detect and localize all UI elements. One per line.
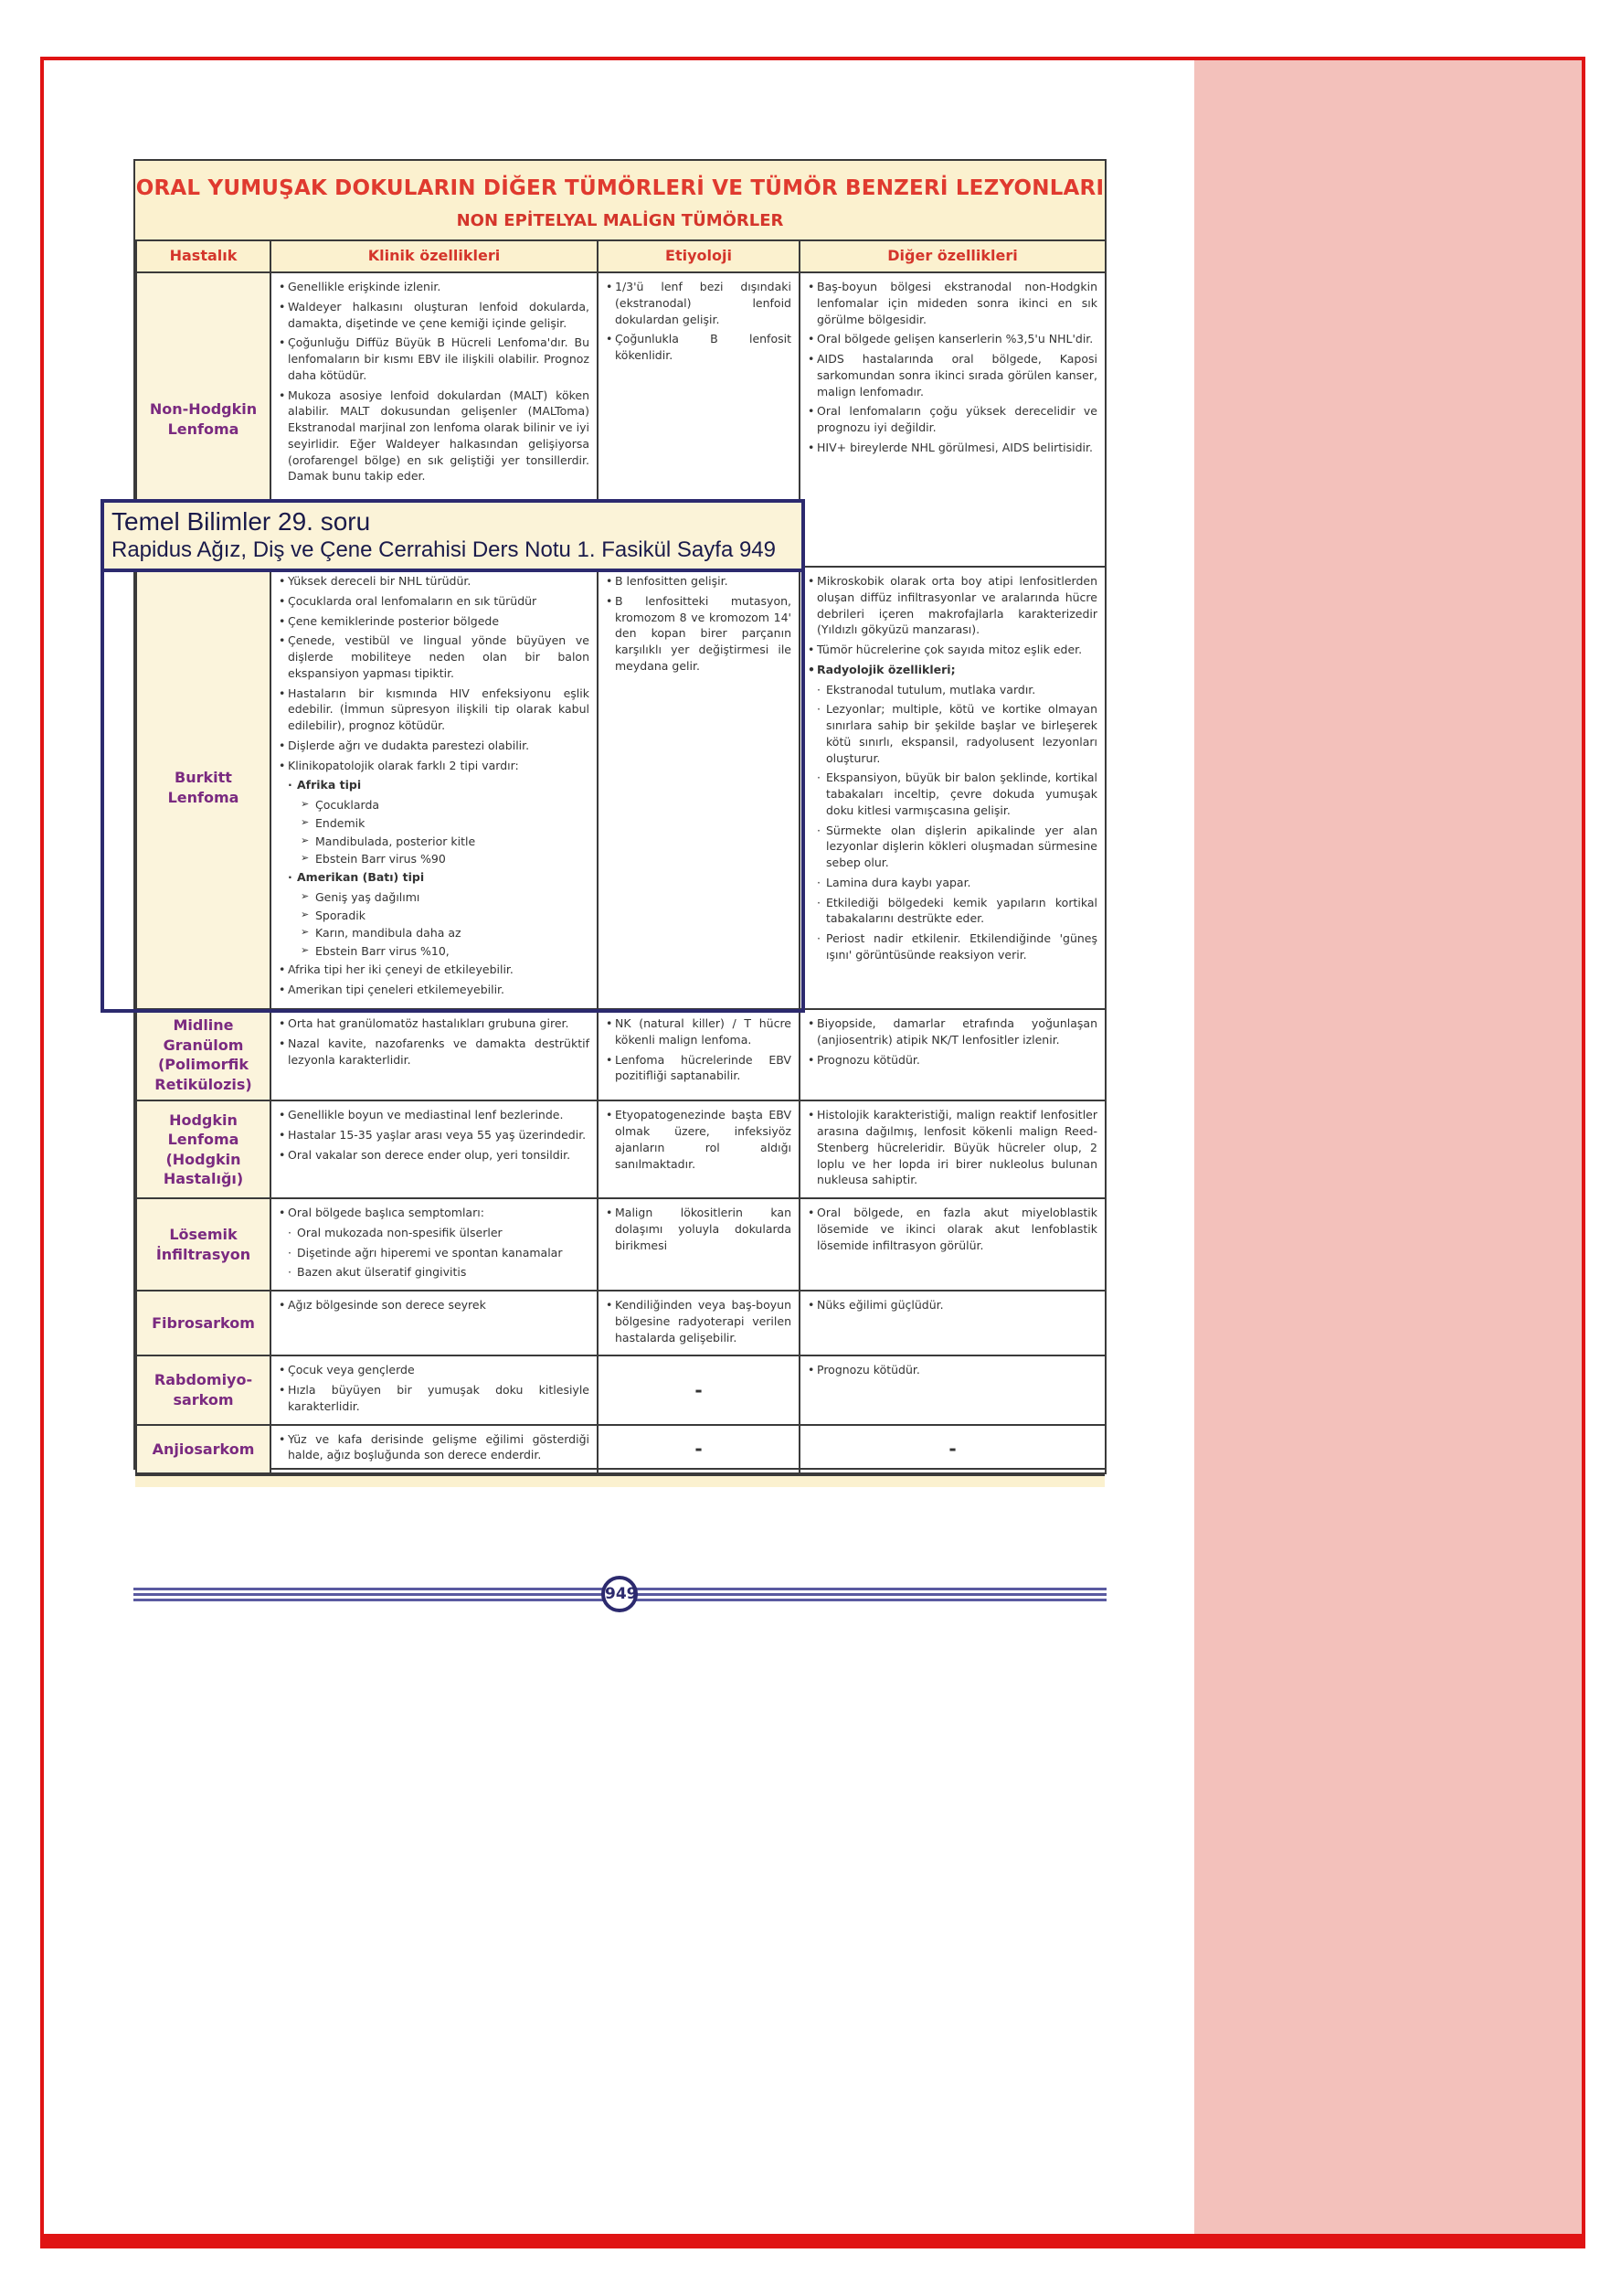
list-item: • Çene kemiklerinde posterior bölgede (279, 613, 589, 630)
list-item: • Yüz ve kafa derisinde gelişme eğilimi gösterdiği halde, ağız boşluğunda son derece enderdir. (279, 1431, 589, 1464)
clinical-cell (270, 1100, 598, 1198)
sub-item: · Ekstranodal tutulum, mutlaka vardır. (817, 682, 1097, 698)
list-item: • Orta hat granülomatöz hastalıkları grubuna girer. (279, 1015, 589, 1032)
empty-dash: - (800, 1425, 1106, 1474)
list-item: • Çoğunlukla B lenfosit kökenlidir. (606, 331, 791, 364)
table-row (136, 1425, 1106, 1474)
sub-item: ➢ Sporadik (301, 908, 589, 924)
other-features-cell (800, 1100, 1106, 1198)
table-subtitle: NON EPİTELYAL MALİGN TÜMÖRLER (456, 210, 784, 230)
other-features-cell (800, 1198, 1106, 1291)
list-item: • Nazal kavite, nazofarenks ve damakta destrüktif lezyonla karakterlidir. (279, 1036, 589, 1068)
sub-item: ➢ Geniş yaş dağılımı (301, 889, 589, 906)
question-label: Temel Bilimler 29. soru (111, 507, 371, 536)
list-item: • Lenfoma hücrelerinde EBV pozitifliği saptanabilir. (606, 1052, 791, 1085)
sub-item: · Lamina dura kaybı yapar. (817, 875, 1097, 891)
list-item: • Çoğunluğu Diffüz Büyük B Hücreli Lenfoma'dır. Bu lenfomaların bir kısmı EBV ile ilişkili olabilir. Prognoz daha kötüdür. (279, 335, 589, 383)
list-item: • Dişlerde ağrı ve dudakta parestezi olabilir. (279, 738, 589, 754)
sub-item: ➢ Ebstein Barr virus %90 (301, 851, 589, 867)
etiology-cell (598, 1100, 800, 1198)
table-header (135, 161, 1105, 241)
table-row (136, 1100, 1106, 1198)
other-features-cell (800, 1009, 1106, 1100)
list-item: • Tümör hücrelerine çok sayıda mitoz eşlik eder. (808, 642, 1097, 658)
list-item: • Prognozu kötüdür. (808, 1362, 1097, 1378)
etiology-cell (598, 1009, 800, 1100)
table-row (136, 1198, 1106, 1291)
list-item: • B lenfositten gelişir. (606, 573, 791, 590)
subtype-label: · Afrika tipi (288, 777, 589, 793)
list-item: • Genellikle erişkinde izlenir. (279, 279, 589, 295)
column-header: Klinik özellikleri (270, 241, 598, 272)
source-reference: Rapidus Ağız, Diş ve Çene Cerrahisi Ders Notu 1. Fasikül Sayfa 949 (111, 537, 776, 562)
sub-item: ➢ Mandibulada, posterior kitle (301, 834, 589, 850)
clinical-cell (270, 1198, 598, 1291)
sub-item: · Ekspansiyon, büyük bir balon şeklinde, kortikal tabakaları inceltip, çevre dokuda yumuşak doku kitlesi varmışcasına gelişir. (817, 770, 1097, 818)
sub-item: · Etkilediği bölgedeki kemik yapıların kortikal tabakalarını destrükte eder. (817, 895, 1097, 928)
sub-item: · Bazen akut ülseratif gingivitis (288, 1264, 589, 1281)
sub-item: · Periost nadir etkilenir. Etkilendiğinde 'güneş ışını' görüntüsünde reaksiyon verir. (817, 930, 1097, 963)
disease-name: Burkitt Lenfoma (136, 567, 270, 1009)
list-item: • Oral bölgede başlıca semptomları: (279, 1205, 589, 1221)
list-item: • Biyopside, damarlar etrafında yoğunlaşan (anjiosentrik) atipik NK/T lenfositler izlenir. (808, 1015, 1097, 1048)
empty-dash: - (598, 1425, 800, 1474)
other-features-cell (800, 1291, 1106, 1355)
table-row (136, 567, 1106, 1009)
disease-name: Rabdomiyo-sarkom (136, 1355, 270, 1424)
list-item: • Malign lökositlerin kan dolaşımı yoluyla dokularda birikmesi (606, 1205, 791, 1253)
clinical-cell (270, 1009, 598, 1100)
list-item: • Çenede, vestibül ve lingual yönde büyüyen ve dişlerde mobiliteye neden olan bir balon ekspansiyon yapması tipiktir. (279, 632, 589, 681)
clinical-cell (270, 1425, 598, 1474)
clinical-cell (270, 567, 598, 1009)
list-item: • Mikroskobik olarak orta boy atipi lenfositlerden oluşan diffüz infiltrasyonlar ve aralarında hücre debrileri içeren makrofajlarla karakterizedir (Yıldızlı gökyüzü manzarası). (808, 573, 1097, 638)
sub-item: · Sürmekte olan dişlerin apikalinde yer alan lezyonlar dişlerin kökleri oluşmadan sürmesine sebep olur. (817, 823, 1097, 871)
clinical-cell (270, 1355, 598, 1424)
list-item: • 1/3'ü lenf bezi dışındaki (ekstranodal) lenfoid dokulardan gelişir. (606, 279, 791, 327)
sub-item: · Dişetinde ağrı hiperemi ve spontan kanamalar (288, 1245, 589, 1261)
tumor-table (135, 241, 1107, 1474)
list-item: • Radyolojik özellikleri; (808, 662, 1097, 678)
table-footer-bar (135, 1474, 1105, 1487)
source-annotation (101, 499, 805, 572)
table-row (136, 1009, 1106, 1100)
list-item: • Amerikan tipi çeneleri etkilemeyebilir. (279, 982, 589, 998)
list-item: • Afrika tipi her iki çeneyi de etkileyebilir. (279, 962, 589, 978)
disease-name: Lösemik İnfiltrasyon (136, 1198, 270, 1291)
list-item: • Kendiliğinden veya baş-boyun bölgesine radyoterapi verilen hastalarda gelişebilir. (606, 1297, 791, 1345)
sub-item: · Oral mukozada non-spesifik ülserler (288, 1225, 589, 1241)
list-item: • Hastaların bir kısmında HIV enfeksiyonu eşlik edebilir. (İmmun süpresyon ilişkili tip olarak kabul edilebilir), prognoz kötüdür. (279, 686, 589, 734)
list-item: • Baş-boyun bölgesi ekstranodal non-Hodgkin lenfomalar için mideden sonra ikinci en sık görülme bölgesidir. (808, 279, 1097, 327)
list-item: • Nüks eğilimi güçlüdür. (808, 1297, 1097, 1313)
sub-item: ➢ Endemik (301, 815, 589, 832)
list-item: • Hastalar 15-35 yaşlar arası veya 55 yaş üzerindedir. (279, 1127, 589, 1143)
tumor-table-document (133, 159, 1107, 1470)
column-header: Diğer özellikleri (800, 241, 1106, 272)
list-item: • AIDS hastalarında oral bölgede, Kaposi sarkomundan sonra ikinci sırada görülen kanser, malign lenfomadır. (808, 351, 1097, 399)
etiology-cell (598, 1198, 800, 1291)
etiology-cell (598, 1291, 800, 1355)
list-item: • Yüksek dereceli bir NHL türüdür. (279, 573, 589, 590)
other-features-cell (800, 272, 1106, 567)
list-item: • Klinikopatolojik olarak farklı 2 tipi vardır: (279, 758, 589, 774)
empty-dash: - (598, 1355, 800, 1424)
list-item: • Oral bölgede gelişen kanserlerin %3,5'u NHL'dir. (808, 331, 1097, 347)
list-item: • Oral bölgede, en fazla akut miyeloblastik lösemide ve ikinci olarak akut lenfoblastik lösemide infiltrasyon görülür. (808, 1205, 1097, 1253)
disease-name: Non-Hodgkin Lenfoma (136, 272, 270, 567)
list-item: • Waldeyer halkasını oluşturan lenfoid dokularda, damakta, dişetinde ve çene kemiği içinde gelişir. (279, 299, 589, 332)
clinical-cell (270, 1291, 598, 1355)
other-features-cell (800, 567, 1106, 1009)
column-header: Etiyoloji (598, 241, 800, 272)
table-row (136, 1291, 1106, 1355)
list-item: • B lenfositteki mutasyon, kromozom 8 ve kromozom 14' den kopan birer parçanın karşılıklı yer değiştirmesi ile meydana gelir. (606, 593, 791, 675)
list-item: • Çocuk veya gençlerde (279, 1362, 589, 1378)
disease-name: Anjiosarkom (136, 1425, 270, 1474)
column-header-row (136, 241, 1106, 272)
table-row (136, 1355, 1106, 1424)
other-features-cell (800, 1355, 1106, 1424)
list-item: • HIV+ bireylerde NHL görülmesi, AIDS belirtisidir. (808, 440, 1097, 456)
list-item: • Ağız bölgesinde son derece seyrek (279, 1297, 589, 1313)
sub-item: ➢ Ebstein Barr virus %10, (301, 943, 589, 960)
list-item: • NK (natural killer) / T hücre kökenli malign lenfoma. (606, 1015, 791, 1048)
list-item: • Mukoza asosiye lenfoid dokulardan (MALT) köken alabilir. MALT dokusundan gelişenler (MALToma) Ekstranodal marjinal zon lenfoma olarak bilinir ve iyi seyirlidir. Eğer Waldeyer halkasından gelişiyorsa (orofarengel bölge) en sık geliştiği yer tonsillerdir. Damak bunu takip eder. (279, 388, 589, 485)
page-number: 949 (601, 1576, 638, 1612)
list-item: • Prognozu kötüdür. (808, 1052, 1097, 1068)
list-item: • Genellikle boyun ve mediastinal lenf bezlerinde. (279, 1107, 589, 1123)
disease-name: Hodgkin Lenfoma (Hodgkin Hastalığı) (136, 1100, 270, 1198)
disease-name: Fibrosarkom (136, 1291, 270, 1355)
table-title: ORAL YUMUŞAK DOKULARIN DİĞER TÜMÖRLERİ VE TÜMÖR BENZERİ LEZYONLARI (135, 176, 1105, 200)
disease-name: Midline Granülom (Polimorfik Retikülozis) (136, 1009, 270, 1100)
column-header: Hastalık (136, 241, 270, 272)
sub-item: ➢ Karın, mandibula daha az (301, 925, 589, 941)
etiology-cell (598, 567, 800, 1009)
list-item: • Hızla büyüyen bir yumuşak doku kitlesiyle karakterlidir. (279, 1382, 589, 1415)
list-item: • Oral lenfomaların çoğu yüksek derecelidir ve prognozu iyi değildir. (808, 403, 1097, 436)
list-item: • Etyopatogenezinde başta EBV olmak üzere, infeksiyöz ajanların rol aldığı sanılmaktadır. (606, 1107, 791, 1172)
subtype-label: · Amerikan (Batı) tipi (288, 869, 589, 886)
sub-item: · Lezyonlar; multiple, kötü ve kortike olmayan sınırlara sahip bir şekilde başlar ve birleşerek kötü sınırlı, ekspansil, radyolusent lezyonları oluşturur. (817, 701, 1097, 766)
list-item: • Histolojik karakteristiği, malign reaktif lenfositler arasına dağılmış, lenfosit kökenli malign Reed-Stenberg hücreleridir. Büyük hücreler olup, 2 loplu ve her lopda iri birer nukleolus bulunan nukleusa sahiptir. (808, 1107, 1097, 1188)
list-item: • Çocuklarda oral lenfomaların en sık türüdür (279, 593, 589, 610)
sub-item: ➢ Çocuklarda (301, 797, 589, 813)
list-item: • Oral vakalar son derece ender olup, yeri tonsildir. (279, 1147, 589, 1164)
